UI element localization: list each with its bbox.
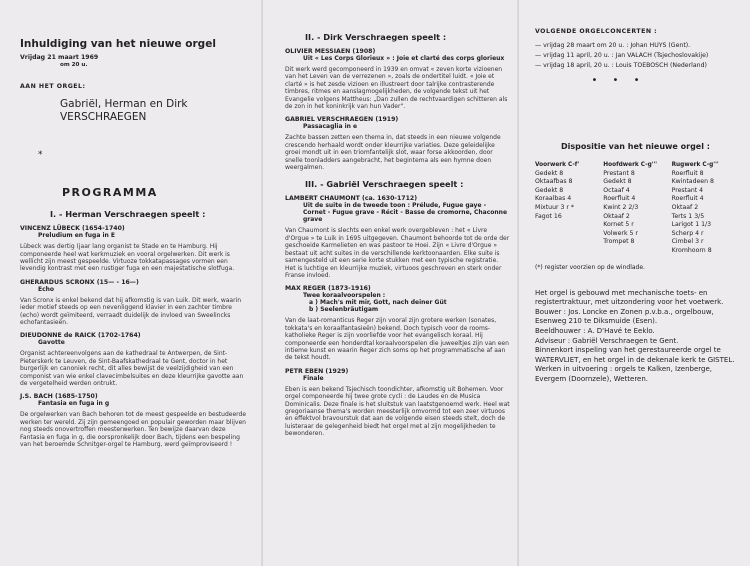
organ-stop: Kwintadeen 8 (671, 178, 714, 186)
column-middle (262, 0, 518, 566)
organ-stop: Trompet 8 (603, 238, 635, 246)
section-heading: III. - Gabriël Verschraegen speelt : (305, 179, 464, 190)
composer-name: OLIVIER MESSIAEN (1908) (285, 48, 376, 55)
paragraph: Adviseur : Gabriël Verschraegen te Gent. (535, 336, 679, 345)
composer-name: VINCENZ LÜBECK (1654-1740) (20, 225, 125, 233)
disposition-title: Dispositie van het nieuwe orgel : (561, 142, 710, 151)
organ-stop: Prestant 8 (603, 169, 635, 177)
organ-stop: Oktaafbas 8 (535, 178, 573, 186)
organ-stop: Mixtuur 3 r * (535, 203, 575, 211)
piece-description: De orgelwerken van Bach behoren tot de meest gespeelde en bestudeerde werken ter wereld. Zij zijn gemeengoed en populair geworden maar blijven nog steeds onovertroffen meesterwerken. Ten bewijze daarvan deze Fantasia en fuga in g, die oorspronkelijk door Bach, tijdens een bespeling van het beroemde Schnitger-orgel te Hamburg, werd geïmproviseerd ! (20, 411, 247, 449)
piece-description: Van Scronx is enkel bekend dat hij afkomstig is van Luik. Dit werk, waarin ieder motief steeds op een nevenliggend klavier in een zachter timbre (echo) wordt geïmiteerd, verraadt duidelijk de invloed van Sweelincks echofantasieën. (20, 296, 242, 327)
concerts-heading: VOLGENDE ORGELCONCERTEN : (535, 28, 658, 35)
piece-title: Twee koraalvoorspelen : (303, 292, 386, 300)
composer-name: LAMBERT CHAUMONT (ca. 1630-1712) (285, 195, 418, 203)
section-heading: II. - Dirk Verschraegen speelt : (305, 32, 447, 42)
piece-title: Echo (38, 285, 55, 293)
piece-description: Dit werk werd gecomponeerd in 1939 en omvat « zeven korte vizioenen van het Leven van de verrezenen », zoals de ondertitel luidt. « Joie et clarté » is het zesde vizioen en illustreert door talrijke contrasterende timbres, ritmes en aanslagmogelijkheden, de volgende tekst uit het Evangelie volgens Mattheus: „Dan zullen de rechtvaardigen schitteren als de zon in het koninkrijk van hun Vader". (285, 66, 508, 111)
piece-description: Van Chaumont is slechts een enkel werk overgebleven : het « Livre d'Orgue » te Luik in 1695 uitgegeven. Chaumont behoorde tot de orde der geschoeide Karmelieten en was pastoor te Hoei. Zijn « Livre d'Orgue » bestaat uit acht suites in de verschillende kerktoonaarden. Elke suite is samengesteld uit een serie korte stukken met een typische registratie. Het is luchtige en kleurrijke muziek, virtuoos geschreven en sterk onder Franse invloed. (285, 227, 510, 279)
paragraph: Binnenkort inspeling van het gerestaureerde orgel te WATERVLIET, en het orgel in de dekenale kerk te GISTEL. (535, 346, 735, 364)
piece-description: Lübeck was dertig (jaar lang organist te Stade en te Hamburg. Hij componeerde heel wat kerkmuziek en vooral orgelwerken. Dit werk is wellicht zijn meest gespeelde. Virtuoze tokkatapassages vormen een levendig kontrast met een rustiger fuga en een majestatische slotfuga. (20, 243, 235, 273)
organ-stop: Scherp 4 r (671, 229, 704, 237)
column-right (518, 0, 750, 566)
organ-stop: Fagot 16 (535, 212, 562, 220)
piece-title: Preludium en fuga in E (38, 232, 115, 240)
event-time: om 20 u. (60, 62, 88, 68)
program-heading: PROGRAMMA (62, 186, 158, 200)
composer-name: PETR EBEN (1929) (285, 367, 349, 375)
stop-list (535, 161, 742, 256)
organist-names: Gabriël, Herman en Dirk (60, 98, 188, 111)
manual-voorwerk (535, 161, 603, 256)
event-date: Vrijdag 21 maart 1969 (20, 54, 99, 61)
section-heading: I. - Herman Verschraegen speelt : (50, 209, 206, 220)
composer-name: DIEUDONNE de RAICK (1702-1764) (20, 332, 141, 340)
organists-label: AAN HET ORGEL: (20, 83, 86, 91)
organ-stop: Roerfluit 4 (603, 195, 636, 203)
column-left (0, 0, 262, 566)
organ-stop: Gedekt 8 (603, 178, 632, 186)
organ-stop: Roerfluit 4 (671, 195, 704, 203)
organ-stop: Cimbel 3 r (671, 238, 704, 246)
organ-stop: Kwint 2 2/3 (603, 203, 639, 211)
composer-name: J.S. BACH (1685-1750) (20, 393, 98, 401)
piece-title: Uit de suite in de tweede toon : Prélude, Fugue gaye - Cornet - Fugue grave - Récit - Basse de cromorne, Chaconne grave (303, 202, 508, 224)
organ-description (535, 289, 742, 385)
chorale-b: b ) Seelenbräutigam (309, 306, 379, 314)
organ-stop: Gedekt 8 (535, 186, 564, 194)
organ-stop: Oktaaf 2 (603, 212, 630, 220)
manual-rugwerk (672, 161, 740, 256)
piece-title: Finale (303, 374, 324, 382)
organ-stop: Octaaf 4 (603, 186, 630, 194)
organist-surname: VERSCHRAEGEN (60, 111, 147, 124)
piece-description: Organist achtereenvolgens aan de kathedraal te Antwerpen, de Sint-Pieterskerk te Leuven, de Sint-Baafskathedraal te Gent, doctor in het burgerlijk en canoniek recht, dit alles bewijst de veelzijdigheid van een componist van wie enkel clavecimbelsuites en deze kleurrijke gavotte aan de vergetelheid werden ontrukt. (20, 350, 244, 388)
event-title: Inhuldiging van het nieuwe orgel (20, 38, 216, 50)
list-item: — vrijdag 18 april, 20 u. : Louis TOEBOSCH (Nederland) (535, 62, 707, 69)
piece-description: Van de laat-romanticus Reger zijn vooral zijn grotere werken (sonates, tokkata's en koraalfantasieën) bekend. Doch typisch voor de rooms-katholieke Reger is zijn voorliefde voor het evangelisch koraal. Hij componeerde een honderdtal koraalvoorspelen die juweeltjes zijn van een intieme kunst en waarin Reger zich soms op het programmatische af aan de tekst houdt. (285, 317, 509, 362)
footnote: (*) register voorzien op de windlade. (535, 263, 645, 271)
paragraph: Bouwer : Jos. Loncke en Zonen p.v.b.a., orgelbouw, Esenweg 210 te Diksmuide (Esen). (535, 307, 714, 326)
composer-name: GABRIEL VERSCHRAEGEN (1919) (285, 116, 399, 124)
manual-heading: Hoofdwerk C-g''' (603, 162, 658, 168)
organ-stop: Kornet 5 r (603, 221, 634, 229)
organ-stop: Roerfluit 8 (671, 169, 704, 177)
chorale-a: a ) Mach's mit mir, Gott, nach deiner Güt (309, 299, 447, 307)
organ-stop: Terts 1 3/5 (671, 212, 705, 220)
composer-name: GHERARDUS SCRONX (15— - 16—) (20, 278, 139, 286)
piece-title: Uit « Les Corps Glorieux » : Joie et clarté des corps glorieux (303, 55, 505, 62)
manual-hoofdwerk (603, 161, 671, 256)
organ-stop: Koraalbas 4 (535, 195, 572, 203)
organ-stop: Volwerk 5 r (603, 229, 638, 237)
paragraph: Beeldhouwer : A. D'Havé te Eeklo. (535, 326, 655, 335)
paragraph: Werken in uitvoering : orgels te Kalken, Izenberge, Evergem (Doornzele), Wetteren. (535, 365, 712, 383)
piece-description: Eben is een bekend Tsjechisch toondichter, afkomstig uit Bohemen. Voor orgel componeerde hij twee grote cycli : de Laudes en de Musica Dominicalis. Deze finale is het sluitstuk van laatstgenoemd werk. Heel wat gregoriaanse thema's worden meesterlijk omvormd tot een zeer virtuoos en effektvol bravourstuk dat aan de volgende eisen steeds stelt, doch de luisteraar de gelegenheid biedt het orgel met al zijn mogelijkheden te bewonderen. (285, 385, 510, 438)
organ-stop: Kromhoorn 8 (671, 246, 712, 254)
manual-heading: Rugwerk C-g''' (671, 162, 719, 168)
piece-title: Fantasia en fuga in g (38, 400, 110, 408)
organ-stop: Larigot 1 1/3 (671, 221, 712, 229)
composer-name: MAX REGER (1873-1916) (285, 285, 371, 293)
organ-stop: Gedekt 8 (535, 169, 564, 177)
organ-stop: Prestant 4 (671, 186, 704, 194)
concert-list (535, 41, 742, 71)
dots-ornament: • • • (591, 75, 646, 86)
list-item: — vrijdag 11 april, 20 u. : Jan VALACH (Tsjechoslovakije) (535, 52, 709, 59)
piece-title: Passacaglia in e (303, 123, 358, 131)
piece-description: Zachte bassen zetten een thema in, dat steeds in een nieuwe volgende crescendo herhaald wordt onder kleurrijke variaties. Deze geleidelijke groei mondt uit in een triomfantelijk slot, waar forse akkoorden, door snelle toonladders aangebracht, het begintema als een hymne doen weergalmen. (285, 134, 501, 172)
star-ornament: * (38, 150, 43, 161)
organ-stop: Oktaaf 2 (671, 203, 699, 211)
paragraph: Het orgel is gebouwd met mechanische toets- en registertraktuur, met uitzondering voor het voetwerk. (535, 288, 724, 307)
piece-title: Gavotte (38, 339, 65, 347)
list-item: — vrijdag 28 maart om 20 u. : Johan HUYS (Gent). (535, 42, 691, 49)
manual-heading: Voorwerk C-f' (535, 162, 580, 168)
